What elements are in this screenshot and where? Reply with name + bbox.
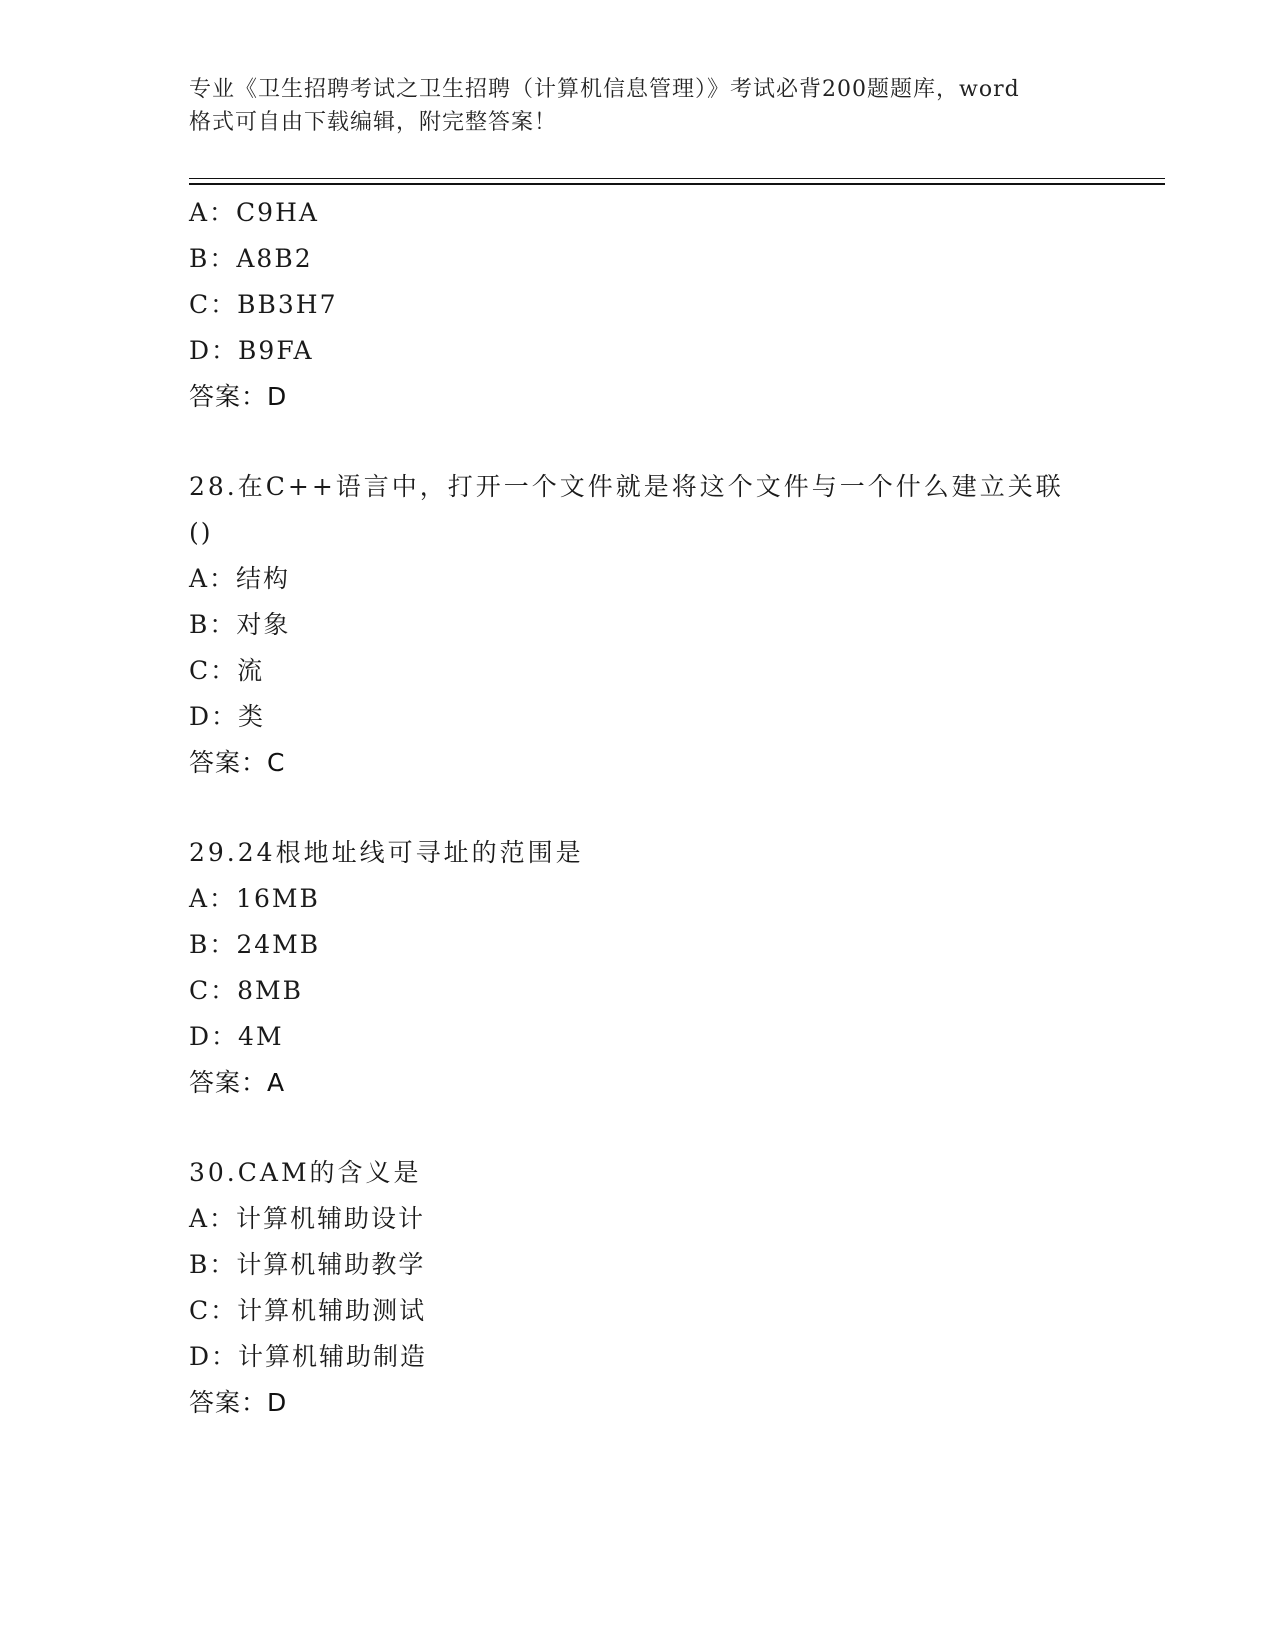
option-b: B：24MB [189, 930, 321, 959]
option-a: A：16MB [189, 884, 320, 913]
answer-label: 答案：C [189, 748, 286, 777]
document-header [189, 73, 1089, 139]
option-a: A：C9HA [189, 198, 319, 227]
option-c: C：计算机辅助测试 [189, 1296, 427, 1325]
option-d: D：B9FA [189, 336, 314, 365]
option-b: B：对象 [189, 610, 291, 639]
answer-label: 答案：D [189, 1388, 288, 1417]
question-block-29 [189, 830, 1109, 1106]
answer-label: 答案：D [189, 382, 288, 411]
option-d: D：4M [189, 1022, 284, 1051]
question-block-27 [189, 190, 1109, 420]
question-list [189, 190, 1109, 1426]
question-block-28 [189, 464, 1109, 786]
option-d: D：计算机辅助制造 [189, 1342, 428, 1371]
header-divider-thin [189, 178, 1165, 179]
spacer [189, 420, 1109, 464]
header-divider-thick [189, 183, 1165, 185]
header-title-line-1: 专业《卫生招聘考试之卫生招聘（计算机信息管理）》考试必背200题题库，word [189, 77, 1020, 102]
answer-label: 答案：A [189, 1068, 286, 1097]
option-a: A：结构 [189, 564, 291, 593]
question-block-30 [189, 1150, 1109, 1426]
spacer [189, 786, 1109, 830]
option-a: A：计算机辅助设计 [189, 1204, 426, 1233]
option-c: C：流 [189, 656, 265, 685]
option-c: C：8MB [189, 976, 304, 1005]
question-text-continued: () [189, 518, 213, 547]
header-title-line-2: 格式可自由下载编辑，附完整答案！ [189, 110, 558, 135]
option-c: C：BB3H7 [189, 290, 338, 319]
option-b: B：A8B2 [189, 244, 313, 273]
spacer [189, 1106, 1109, 1150]
option-b: B：计算机辅助教学 [189, 1250, 426, 1279]
question-text: 29.24根地址线可寻址的范围是 [189, 838, 584, 867]
question-text: 28.在C++语言中，打开一个文件就是将这个文件与一个什么建立关联 [189, 472, 1064, 501]
question-text: 30.CAM的含义是 [189, 1158, 422, 1187]
option-d: D：类 [189, 702, 266, 731]
